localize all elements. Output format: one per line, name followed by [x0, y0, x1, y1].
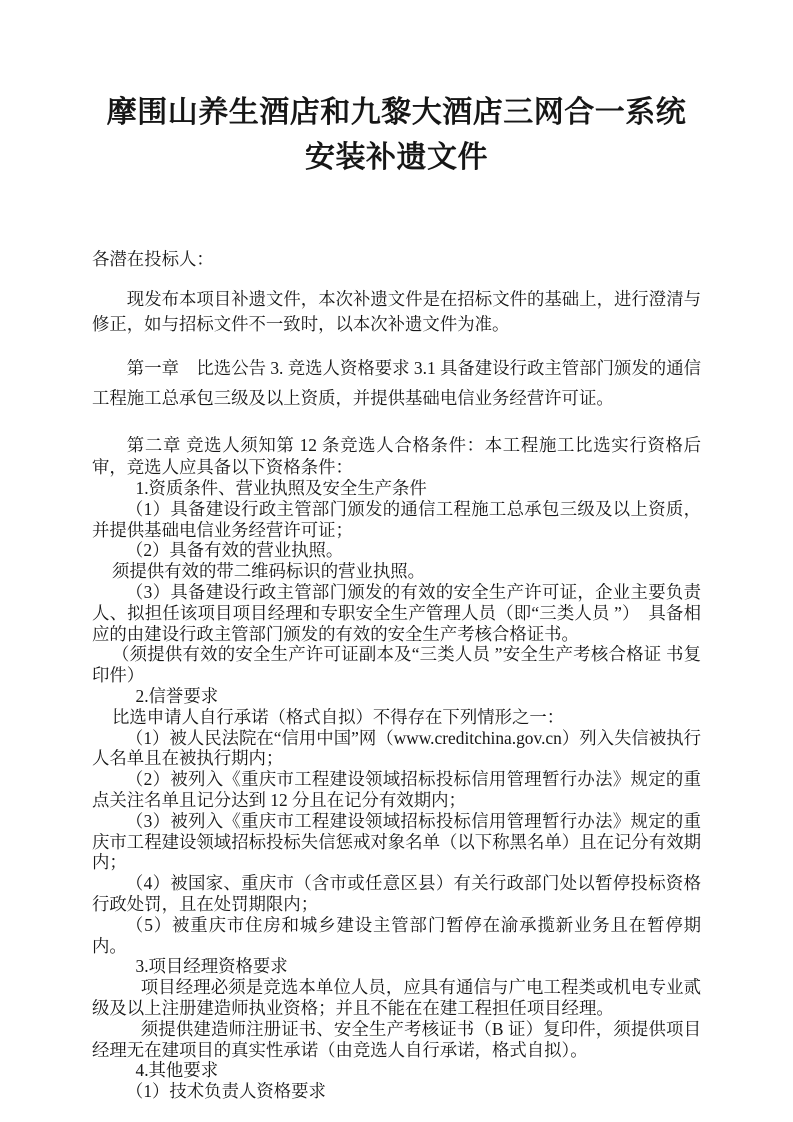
clause-paragraph: （3）被列入《重庆市工程建设领域招标投标信用管理暂行办法》规定的重庆市工程建设领域招标投标失信惩戒对象名单（以下称黑名单）且在记分有效期内；	[92, 810, 701, 873]
chapter2-amendment-paragraph: 第二章 竞选人须知第 12 条竞选人合格条件：本工程施工比选实行资格后审，竞选人应具备以下资格条件：	[92, 435, 701, 477]
document-title	[92, 90, 701, 180]
chapter1-amendment-paragraph: 第一章 比选公告 3. 竞选人资格要求 3.1 具备建设行政主管部门颁发的通信工程施工总承包三级及以上资质，并提供基础电信业务经营许可证。	[92, 358, 701, 408]
clause-paragraph: （1）技术负责人资格要求	[125, 1081, 326, 1102]
clause-paragraph: 须提供建造师注册证书、安全生产考核证书（B 证）复印件，须提供项目经理无在建项目的真实性承诺（由竞选人自行承诺，格式自拟）。	[92, 1018, 701, 1060]
salutation-line: 各潜在投标人：	[92, 249, 214, 269]
qualification-clauses	[92, 478, 701, 1102]
clause-paragraph: （须提供有效的安全生产许可证副本及“三类人员 ”安全生产考核合格证 书复印件）	[92, 644, 701, 686]
clause-paragraph: 1.资质条件、营业执照及安全生产条件	[135, 478, 427, 498]
clause-paragraph: 比选申请人自行承诺（格式自拟）不得存在下列情形之一：	[112, 706, 565, 727]
intro-paragraph: 现发布本项目补遗文件，本次补遗文件是在招标文件的基础上，进行澄清与修正，如与招标文件不一致时，以本次补遗文件为准。	[92, 289, 701, 334]
clause-paragraph: 须提供有效的带二维码标识的营业执照。	[112, 561, 426, 582]
clause-paragraph: （1）被人民法院在“信用中国”网（www.creditchina.gov.cn）列入失信被执行人名单且在被执行期内；	[92, 727, 701, 769]
clause-paragraph: 3.项目经理资格要求	[135, 956, 288, 977]
clause-paragraph: 2.信誉要求	[135, 685, 219, 706]
document-title-line2: 安装补遗文件	[305, 141, 488, 174]
clause-paragraph: （2）被列入《重庆市工程建设领域招标投标信用管理暂行办法》规定的重点关注名单且记分达到 12 分且在记分有效期内；	[92, 769, 701, 810]
clause-paragraph: （3）具备建设行政主管部门颁发的有效的安全生产许可证，企业主要负责人、拟担任该项目项目经理和专职安全生产管理人员（即“三类人员 ”） 具备相应的由建设行政主管部门颁发的有效的安全生产考核合格证书。	[92, 581, 701, 644]
clause-paragraph: 项目经理必须是竞选本单位人员，应具有通信与广电工程类或机电专业贰级及以上注册建造师执业资格；并且不能在在建工程担任项目经理。	[92, 977, 701, 1018]
clause-paragraph: （4）被国家、重庆市（含市或任意区县）有关行政部门处以暂停投标资格行政处罚，且在处罚期限内；	[92, 873, 701, 914]
document-title-line1: 摩围山养生酒店和九黎大酒店三网合一系统	[106, 96, 687, 129]
clause-paragraph: 4.其他要求	[135, 1060, 219, 1081]
clause-paragraph: （2）具备有效的营业执照。	[125, 540, 344, 561]
clause-paragraph: （5）被重庆市住房和城乡建设主管部门暂停在渝承揽新业务且在暂停期内。	[92, 914, 701, 956]
clause-paragraph: （1）具备建设行政主管部门颁发的通信工程施工总承包三级及以上资质，并提供基础电信业务经营许可证；	[92, 498, 701, 540]
